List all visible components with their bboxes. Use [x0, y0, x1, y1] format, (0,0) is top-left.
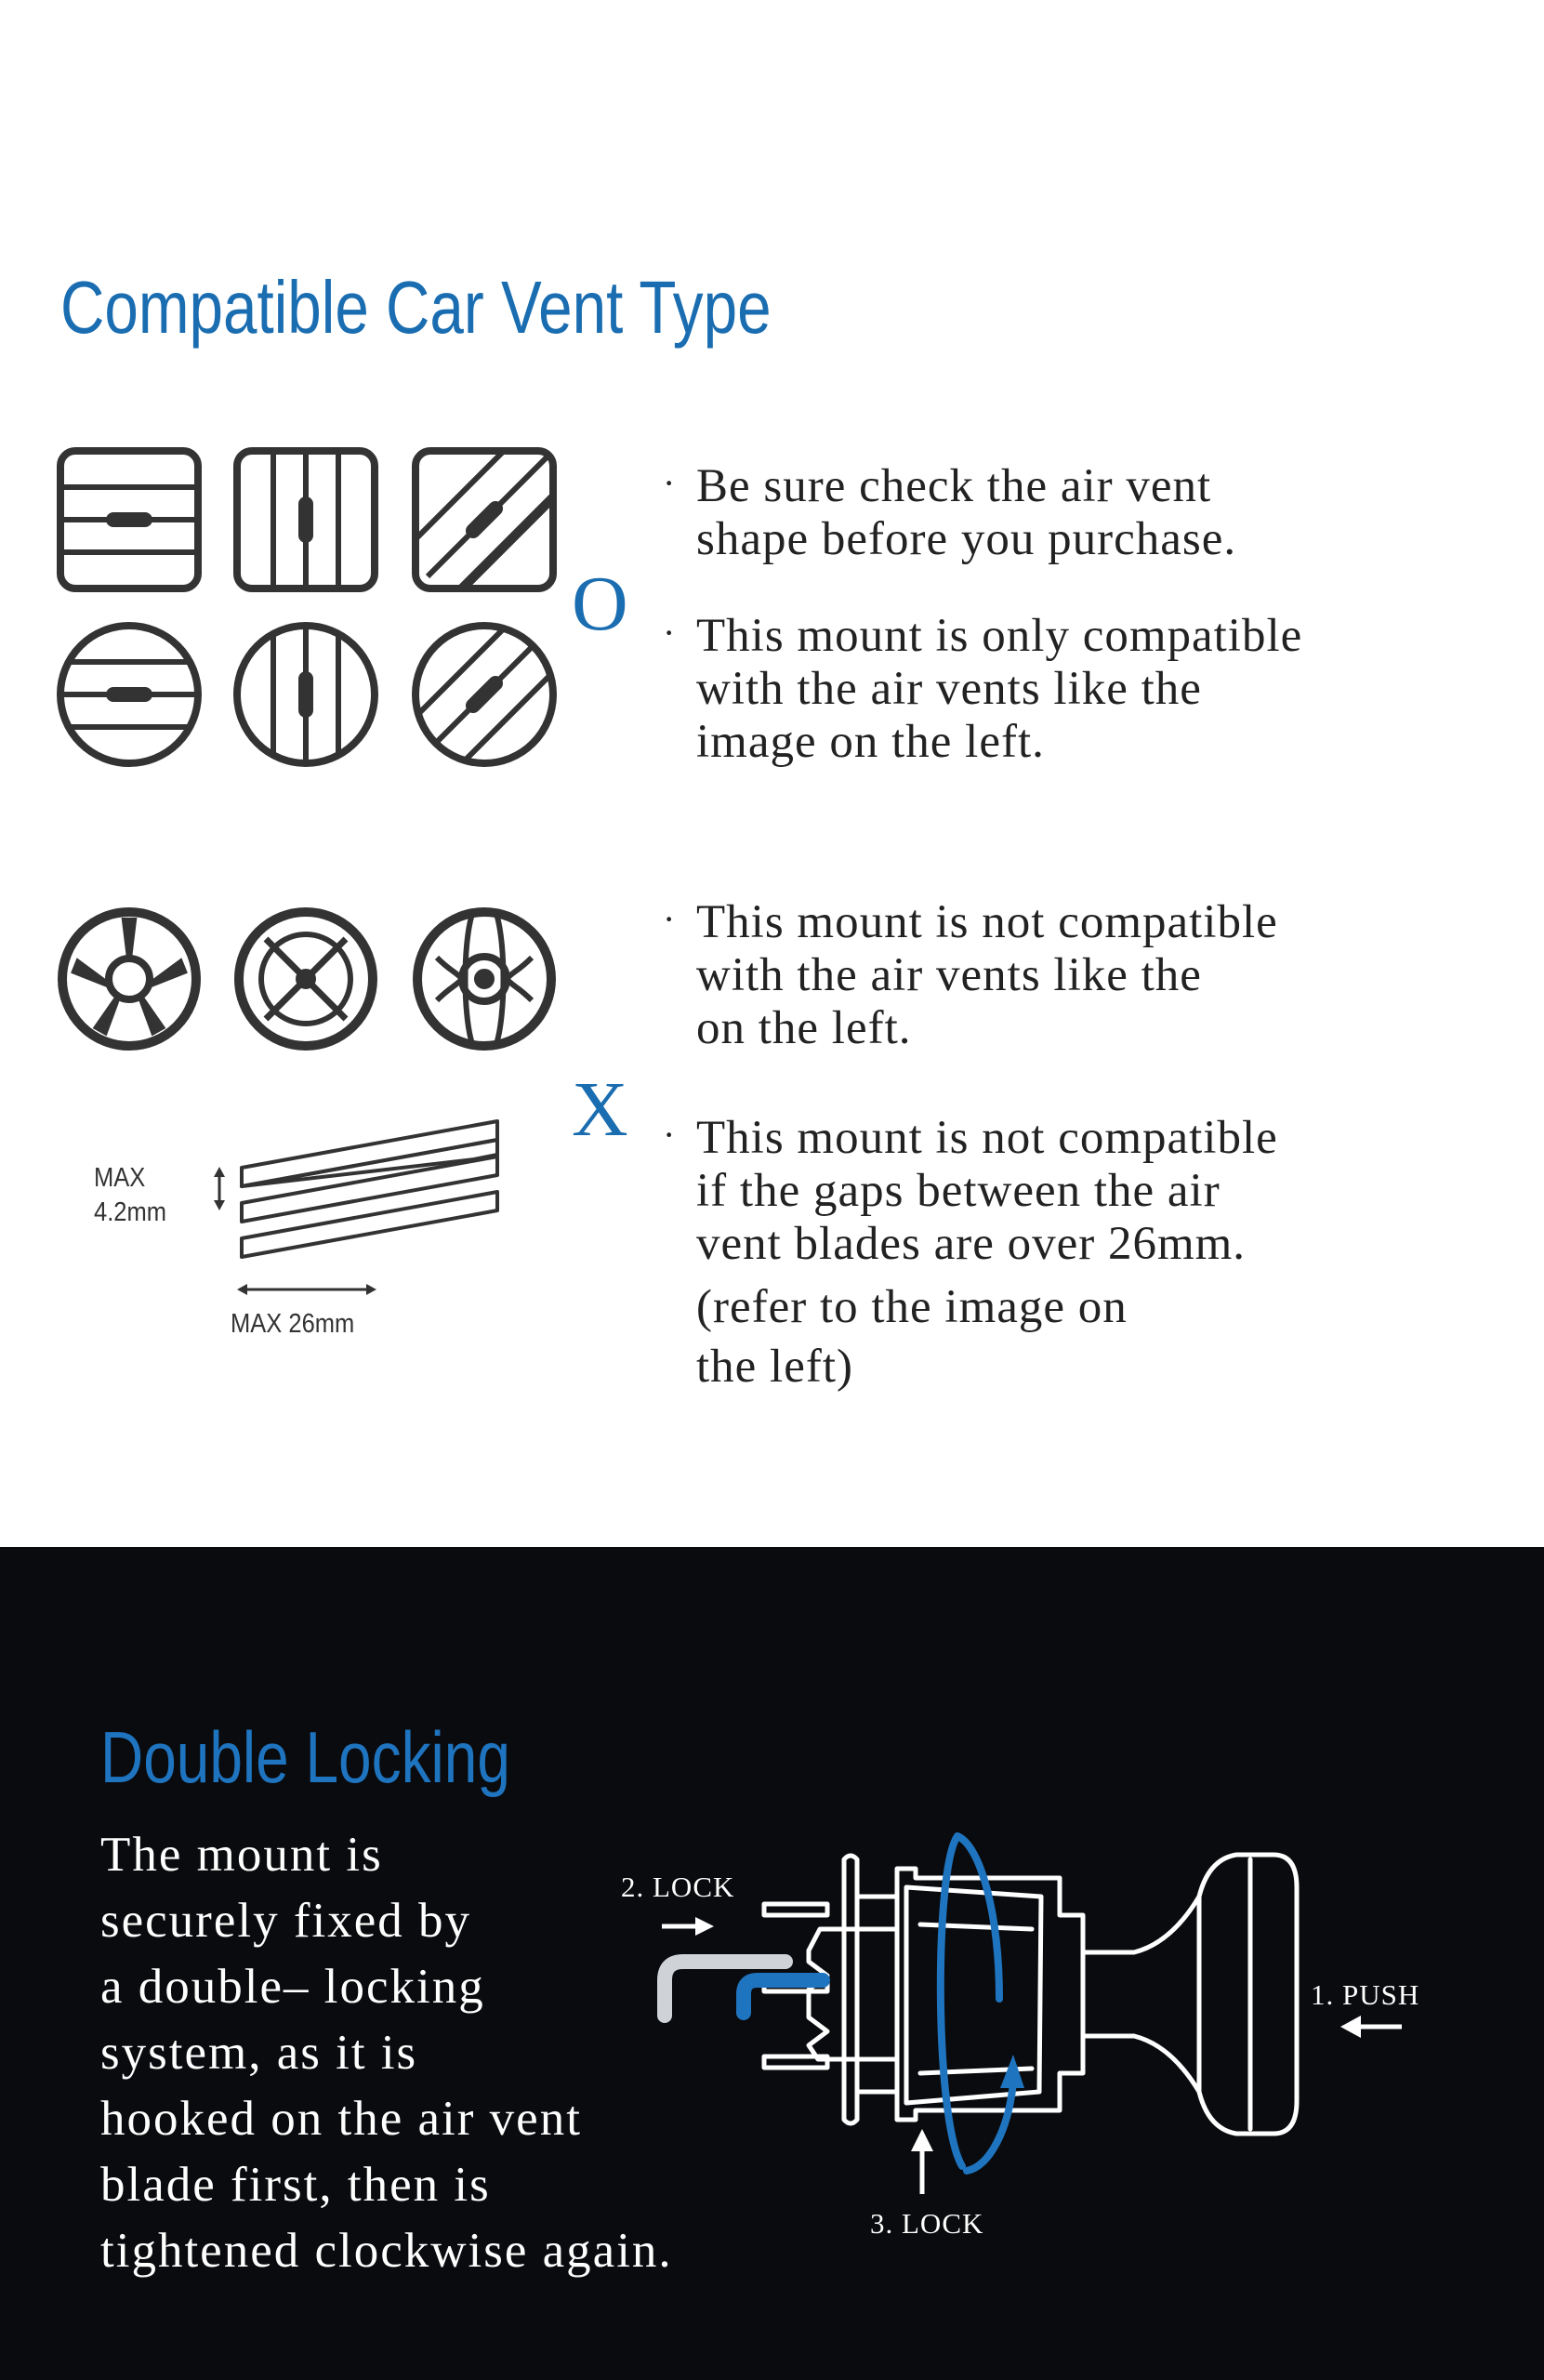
- bullet-only-compatible: · This mount is only compatible with the air vents like the image on the left.: [663, 610, 1303, 768]
- bullet-not-compatible-shape: · This mount is not compatible with the air vents like the on the left.: [663, 896, 1278, 1054]
- bullet-not-compatible-gap: · This mount is not compatible if the gaps between the air vent blades are over 26mm.: [663, 1112, 1278, 1270]
- clockwise-rotation-icon: [941, 1836, 1013, 2171]
- bullet-check-shape: · Be sure check the air vent shape before you purchase.: [663, 460, 1237, 565]
- lock2-arrow-icon: [662, 1917, 714, 1936]
- push-arrow-icon: [1340, 2016, 1402, 2038]
- gap-width-label: MAX 26mm: [231, 1309, 355, 1339]
- compatible-mark: O: [572, 561, 628, 647]
- clamp-body: [809, 1897, 897, 2092]
- lock3-label: 3. LOCK: [870, 2207, 984, 2240]
- compatible-title: Compatible Car Vent Type: [60, 266, 772, 349]
- double-locking-description: The mount is securely fixed by a double– locking system, as it is hooked on the air vent blade first, then is tightened clockwise again.: [100, 1828, 673, 2278]
- gap-height-label-max: MAX: [94, 1163, 146, 1193]
- lock2-label: 2. LOCK: [621, 1871, 735, 1903]
- incompatible-mark: X: [572, 1066, 628, 1153]
- grey-hook-icon: [665, 1962, 785, 2016]
- vent-blade-top: [764, 1904, 827, 1915]
- mount-neck: [1083, 1897, 1199, 2092]
- double-locking-title: Double Locking: [100, 1716, 510, 1798]
- gap-height-label-value: 4.2mm: [94, 1197, 167, 1227]
- lock3-arrow-icon: [911, 2129, 933, 2194]
- push-label: 1. PUSH: [1311, 1978, 1420, 2011]
- bullet-gap-reference: (refer to the image on the left): [696, 1281, 1128, 1393]
